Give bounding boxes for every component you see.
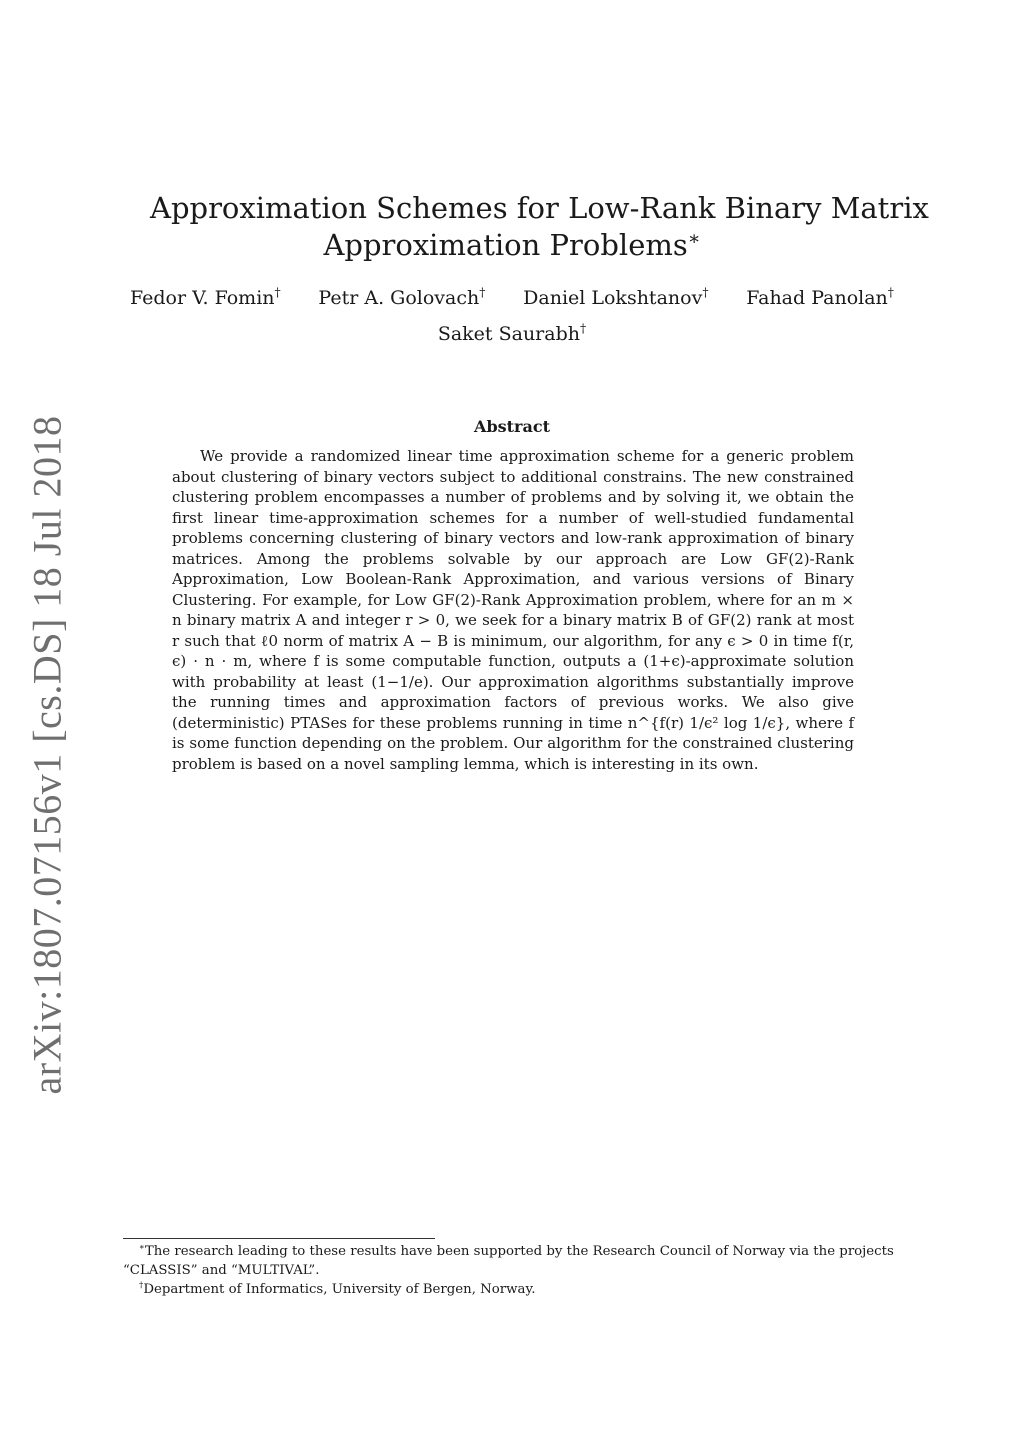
footnote-rule	[123, 1238, 435, 1239]
abstract-heading: Abstract	[474, 417, 550, 436]
author: Daniel Lokshtanov†	[523, 285, 709, 309]
author: Saket Saurabh†	[437, 321, 587, 345]
abstract-body	[172, 446, 854, 774]
title-line-1: Approximation Schemes for Low-Rank Binary Matrix	[150, 191, 929, 225]
footnote-affiliation: †Department of Informatics, University of Bergen, Norway.	[139, 1280, 536, 1297]
footnotes	[123, 1242, 903, 1299]
abstract-text: We provide a randomized linear time approximation scheme for a generic problem about clustering of binary vectors subject to additional constrains. The new constrained clustering problem encompasses a number of problems and by solving it, we obtain the first linear time-approximation schemes for a number of well-studied fundamental problems concerning clustering of binary vectors and low-rank approximation of binary matrices. Among the problems solvable by our approach are Low GF(2)-Rank Approximation, Low Boolean-Rank Approximation, and various versions of Binary Clustering. For example, for Low GF(2)-Rank Approximation problem, where for an m × n binary matrix A and integer r > 0, we seek for a binary matrix B of GF(2) rank at most r such that ℓ0 norm of matrix A − B is minimum, our algorithm, for any ϵ > 0 in time f(r, ϵ) · n · m, where f is some computable function, outputs a (1+ϵ)-approximate solution with probability at least (1−1/e). Our approximation algorithms substantially improve the running times and approximation factors of previous works. We also give (deterministic) PTASes for these problems running in time n^{f(r) 1/ϵ² log 1/ϵ}, where f is some function depending on the problem. Our algorithm for the constrained clustering problem is based on a novel sampling lemma, which is interesting in its own.	[172, 447, 854, 773]
author: Fedor V. Fomin†	[130, 285, 281, 309]
paper-title	[150, 190, 929, 264]
author: Fahad Panolan†	[746, 285, 894, 309]
title-line-2: Approximation Problems∗	[323, 228, 701, 262]
footnote-funding: ∗The research leading to these results have been supported by the Research Council of Norway via the projects “CLASSIS” and “MULTIVAL”.	[123, 1242, 894, 1278]
author-list	[130, 287, 894, 309]
title-footnote-mark: ∗	[687, 228, 701, 250]
author: Petr A. Golovach†	[318, 285, 486, 309]
arxiv-sidebar-stamp	[18, 415, 76, 1095]
arxiv-identifier: arXiv:1807.07156v1 [cs.DS] 18 Jul 2018	[24, 415, 70, 1095]
